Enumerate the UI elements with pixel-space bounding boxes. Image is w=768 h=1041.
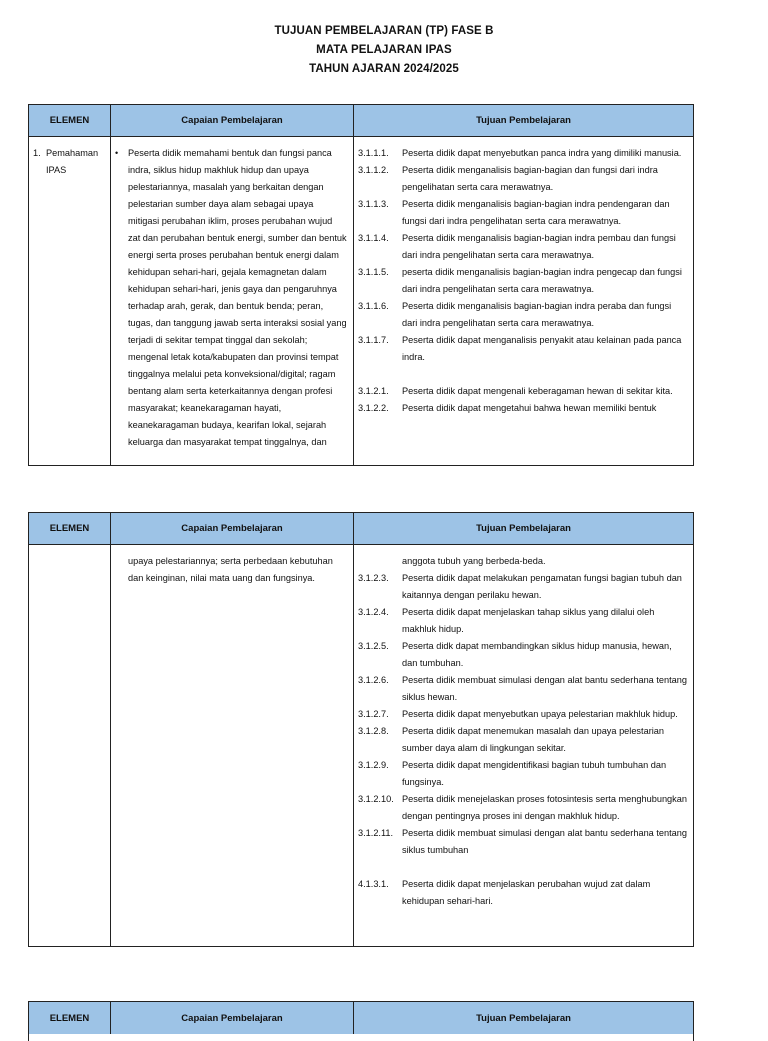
tp-text: Peserta didik dapat menyebutkan panca indra yang dimiliki manusia.	[402, 148, 682, 158]
capaian-text: upaya pelestariannya; serta perbedaan kebutuhan dan keinginan, nilai mata uang dan fungsinya.	[128, 556, 333, 583]
elemen-cell	[29, 545, 111, 946]
tp-code: 3.1.2.1.	[358, 386, 389, 396]
header-elemen: ELEMEN	[29, 105, 111, 136]
tp-code: 3.1.1.6.	[358, 301, 389, 311]
tp-code: 3.1.2.7.	[358, 709, 389, 719]
table-body	[29, 137, 693, 465]
tp-code: 3.1.2.6.	[358, 675, 389, 685]
tp-text: Peserta didik dapat menemukan masalah dan upaya pelestarian sumber daya alam di lingkungan sekitar.	[402, 726, 665, 753]
tp-text: Peserta didik dapat mengenali keberagaman hewan di sekitar kita.	[402, 386, 673, 396]
tp-item	[358, 298, 689, 332]
tp-text: Peserta didik menganalisis bagian-bagian dan fungsi dari indra pengelihatan serta cara merawatnya.	[402, 165, 658, 192]
header-capaian: Capaian Pembelajaran	[111, 513, 354, 544]
tp-text: Peserta didik dapat menjelaskan perubahan wujud zat dalam kehidupan sehari-hari.	[402, 879, 651, 906]
tp-text: peserta didik menganalisis bagian-bagian indra pengecap dan fungsi dari indra pengelihatan serta cara merawatnya.	[402, 267, 682, 294]
tp-code: 3.1.2.9.	[358, 760, 389, 770]
tp-item	[358, 383, 689, 400]
header-capaian: Capaian Pembelajaran	[111, 105, 354, 136]
capaian-cell	[111, 137, 354, 465]
header-capaian: Capaian Pembelajaran	[111, 1002, 354, 1034]
tp-item	[358, 230, 689, 264]
tp-text: Peserta didik dapat mengidentifikasi bagian tubuh tumbuhan dan fungsinya.	[402, 760, 667, 787]
table-header	[29, 105, 693, 137]
title-line-2: MATA PELAJARAN IPAS	[316, 44, 452, 56]
tp-code: 3.1.1.4.	[358, 233, 389, 243]
tp-item	[358, 706, 689, 723]
document-title	[0, 22, 768, 79]
tp-table-2	[28, 512, 694, 947]
tujuan-cell	[354, 545, 693, 946]
tp-code: 3.1.2.4.	[358, 607, 389, 617]
tp-item	[358, 400, 689, 417]
tp-text: Peserta didik dapat menganalisis penyakit atau kelainan pada panca indra.	[402, 335, 682, 362]
header-tujuan: Tujuan Pembelajaran	[476, 523, 571, 534]
tujuan-cell	[354, 137, 693, 465]
header-tujuan: Tujuan Pembelajaran	[476, 115, 571, 126]
tp-text: Peserta didik dapat menyebutkan upaya pelestarian makhluk hidup.	[402, 709, 678, 719]
tp-text: Peserta didk dapat membandingkan siklus hidup manusia, hewan, dan tumbuhan.	[402, 641, 672, 668]
tp-item	[358, 145, 689, 162]
bullet-icon: •	[115, 148, 119, 158]
tp-text: Peserta didik menganalisis bagian-bagian indra peraba dan fungsi dari indra pengelihatan serta cara merawatnya.	[402, 301, 672, 328]
header-tujuan: Tujuan Pembelajaran	[476, 1012, 571, 1024]
tp-table-3	[28, 1001, 694, 1041]
tp-code: 3.1.2.11.	[358, 828, 394, 838]
tp-item	[358, 264, 689, 298]
table-header	[29, 513, 693, 545]
tp-table-1	[28, 104, 694, 466]
tp-text: Peserta didik dapat mengetahui bahwa hewan memiliki bentuk	[402, 403, 657, 413]
tp-code: 3.1.2.5.	[358, 641, 389, 651]
header-elemen: ELEMEN	[29, 513, 111, 544]
capaian-cell	[111, 545, 354, 946]
tp-code: 3.1.1.5.	[358, 267, 389, 277]
tp-item	[358, 723, 689, 757]
capaian-text: Peserta didik memahami bentuk dan fungsi panca indra, siklus hidup makhluk hidup dan upaya pelestariannya, masalah yang berkaitan dengan pelestarian sumber daya alam sebagai upaya mitigasi perubahan iklim, proses perubahan wujud zat dan perubahan bentuk energi, sumber dan bentuk energi serta proses perubahan bentuk energi dalam kehidupan sehari-hari, gejala kemagnetan dalam kehidupan sehari-hari, jenis gaya dan pengaruhnya terhadap arah, gerak, dan bentuk benda; peran, tugas, dan tanggung jawab serta interaksi sosial yang terjadi di sekitar tempat tinggal dan sekolah; mengenal letak kota/kabupaten dan provinsi tempat tinggalnya melalui peta konveksional/digital; ragam bentang alam serta keterkaitannya dengan profesi masyarakat; keanekaragaman hayati, keanekaragaman budaya, kearifan lokal, sejarah keluarga dan masyarakat tempat tinggalnya, dan	[128, 148, 347, 447]
tp-code: 3.1.1.3.	[358, 199, 389, 209]
tp-item	[358, 791, 689, 825]
table-body	[29, 545, 693, 946]
tp-item	[358, 570, 689, 604]
tp-code: 3.1.1.1.	[358, 148, 389, 158]
tp-code: 4.1.3.1.	[358, 879, 389, 889]
tp-text: Peserta didik dapat menjelaskan tahap siklus yang dilalui oleh makhluk hidup.	[402, 607, 655, 634]
tp-item	[358, 162, 689, 196]
tp-text: Peserta didik menganalisis bagian-bagian indra pendengaran dan fungsi dari indra pengelihatan serta cara merawatnya.	[402, 199, 670, 226]
elemen-label: Pemahaman IPAS	[46, 148, 99, 175]
tp-code: 3.1.1.7.	[358, 335, 389, 345]
tp-item	[358, 876, 689, 910]
header-elemen: ELEMEN	[29, 1002, 111, 1034]
tp-item	[358, 672, 689, 706]
tp-code: 3.1.2.3.	[358, 573, 389, 583]
tp-text: anggota tubuh yang berbeda-beda.	[402, 556, 546, 566]
tp-text: Peserta didik menganalisis bagian-bagian indra pembau dan fungsi dari indra pengelihatan serta cara merawatnya.	[402, 233, 676, 260]
tp-item	[358, 757, 689, 791]
tp-code: 3.1.2.8.	[358, 726, 389, 736]
table-header	[29, 1002, 693, 1034]
tp-item	[358, 196, 689, 230]
tp-code: 3.1.2.2.	[358, 403, 389, 413]
elemen-number: 1.	[33, 148, 41, 158]
tp-item	[358, 825, 689, 859]
tp-text: Peserta didik membuat simulasi dengan alat bantu sederhana tentang siklus tumbuhan	[402, 828, 687, 855]
tp-text: Peserta didik menejelaskan proses fotosintesis serta menghubungkan dengan pentingnya proses ini dengan makhluk hidup.	[402, 794, 687, 821]
tp-item-continuation	[358, 553, 689, 570]
tp-text: Peserta didik membuat simulasi dengan alat bantu sederhana tentang siklus hewan.	[402, 675, 687, 702]
tp-code: 3.1.1.2.	[358, 165, 389, 175]
tp-item	[358, 604, 689, 638]
title-line-1: TUJUAN PEMBELAJARAN (TP) FASE B	[274, 25, 494, 37]
title-line-3: TAHUN AJARAN 2024/2025	[309, 63, 459, 75]
elemen-cell	[29, 137, 111, 465]
tp-text: Peserta didik dapat melakukan pengamatan fungsi bagian tubuh dan kaitannya dengan perilaku hewan.	[402, 573, 682, 600]
tp-item	[358, 638, 689, 672]
tp-code: 3.1.2.10.	[358, 794, 394, 804]
tp-item	[358, 332, 689, 366]
